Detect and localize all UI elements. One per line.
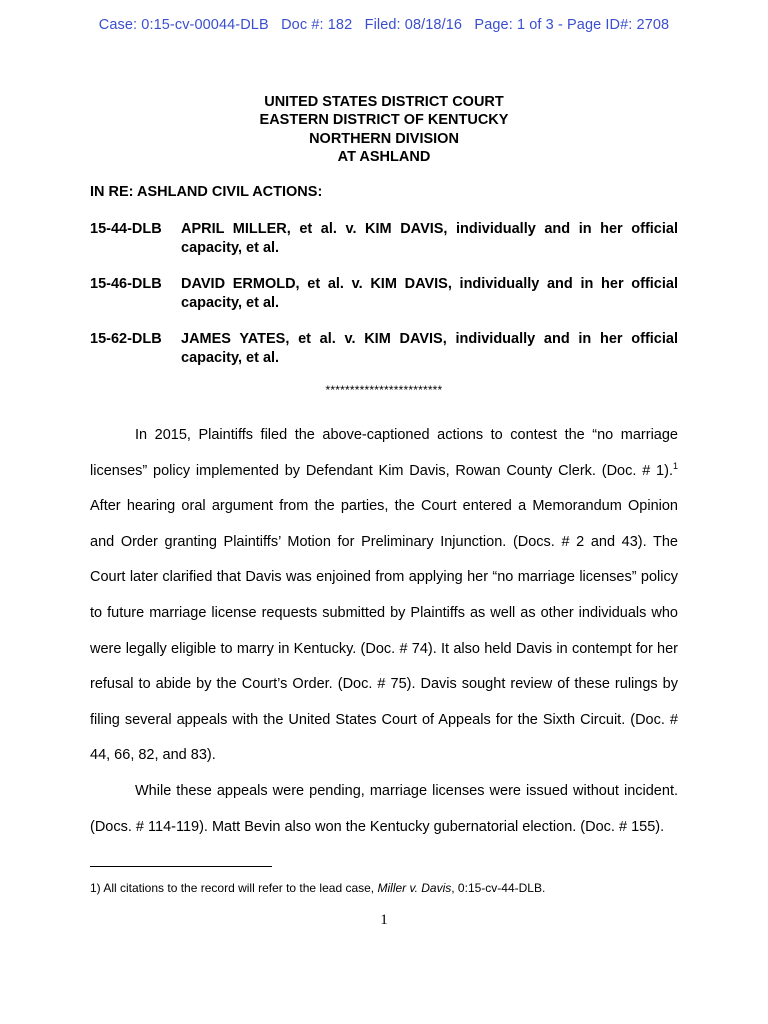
case-number: 15-62-DLB (90, 331, 162, 347)
case-entry (90, 330, 678, 368)
paragraph-1-text: In 2015, Plaintiffs filed the above-captioned actions to contest the “no marriage licenses” policy implemented by Defendant Kim Davis, Rowan County Clerk. (Doc. # 1). (90, 427, 678, 479)
opinion-body (90, 418, 678, 845)
paragraph-2: While these appeals were pending, marriage licenses were issued without incident. (Docs. # 114-119). Matt Bevin also won the Kentucky gubernatorial election. (Doc. # 155). (90, 782, 678, 835)
case-entry (90, 275, 678, 313)
footnote-ref: 1 (672, 460, 678, 471)
section-separator: ************************ (325, 383, 443, 397)
case-caption: DAVID ERMOLD, et al. v. KIM DAVIS, individually and in her official capacity, et al. (181, 276, 678, 311)
court-division: NORTHERN DIVISION (309, 130, 459, 147)
page-number: 1 (380, 912, 388, 928)
footnote-divider (90, 866, 272, 867)
footnote-case-name: Miller v. Davis (377, 881, 452, 895)
case-entry (90, 220, 678, 258)
case-caption: APRIL MILLER, et al. v. KIM DAVIS, individually and in her official capacity, et al. (181, 221, 678, 256)
case-caption: JAMES YATES, et al. v. KIM DAVIS, individually and in her official capacity, et al. (181, 331, 678, 366)
paragraph-1 (90, 418, 678, 774)
footnote-text: 1) All citations to the record will refer to the lead case, (90, 881, 378, 895)
court-caption (0, 93, 768, 166)
case-number: 15-46-DLB (90, 276, 162, 292)
in-re-heading: IN RE: ASHLAND CIVIL ACTIONS: (90, 184, 323, 200)
court-location: AT ASHLAND (337, 148, 431, 165)
case-header-stamp: Case: 0:15-cv-00044-DLB Doc #: 182 Filed: 08/18/16 Page: 1 of 3 - Page ID#: 2708 (98, 17, 670, 33)
court-name: UNITED STATES DISTRICT COURT (264, 94, 504, 110)
case-number: 15-44-DLB (90, 221, 162, 237)
paragraph-1-continued: After hearing oral argument from the parties, the Court entered a Memorandum Opinion and Order granting Plaintiffs’ Motion for Preliminary Injunction. (Docs. # 2 and 43). The Court later clarified that Davis was enjoined from applying her “no marriage licenses” policy to future marriage license requests submitted by Plaintiffs as well as other individuals who were legally eligible to marry in Kentucky. (Doc. # 74). It also held Davis in contempt for her refusal to abide by the Court’s Order. (Doc. # 75). Davis sought review of these rulings by filing several appeals with the United States Court of Appeals for the Sixth Circuit. (Doc. # 44, 66, 82, and 83). (90, 498, 678, 764)
footnote-citation: , 0:15-cv-44-DLB. (451, 881, 546, 895)
court-district: EASTERN DISTRICT OF KENTUCKY (259, 112, 509, 129)
footnote (90, 881, 690, 895)
